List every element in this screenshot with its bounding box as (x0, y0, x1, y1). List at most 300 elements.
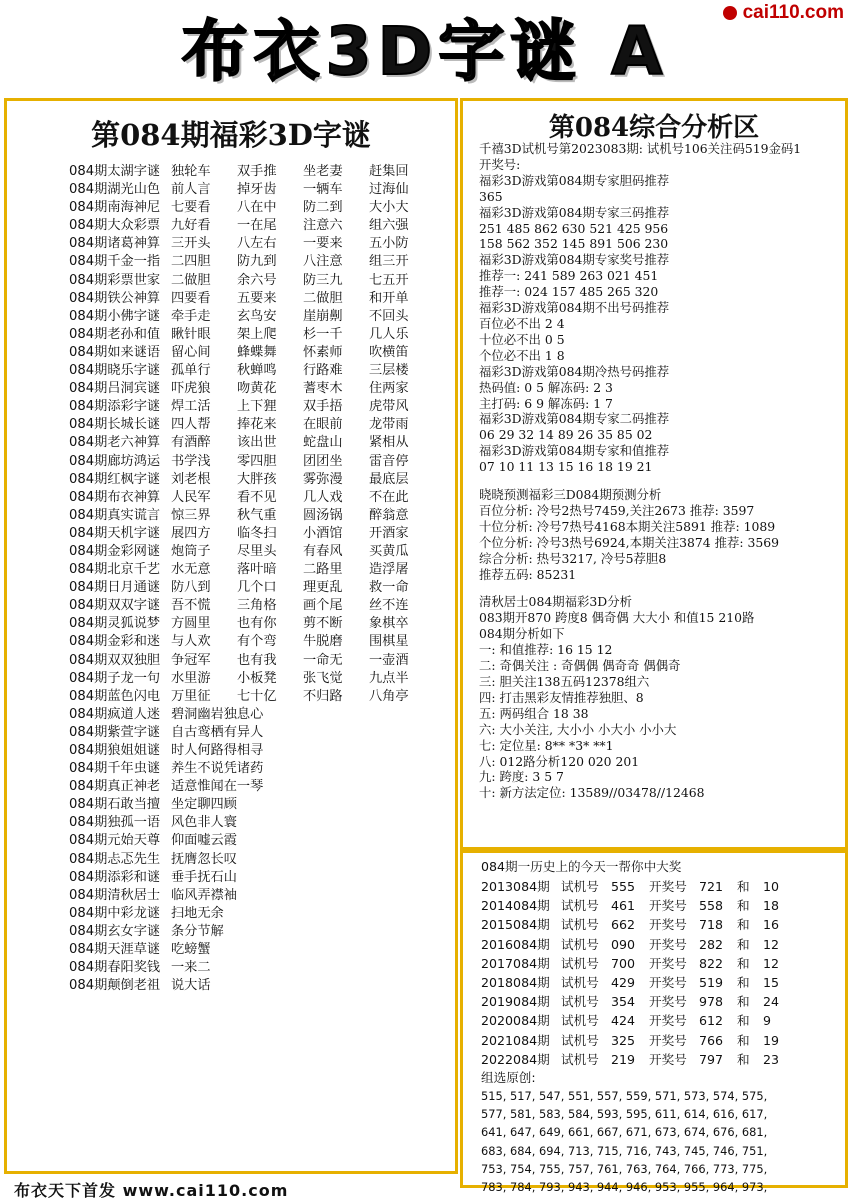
history-issue: 2019084期 (481, 994, 550, 1010)
riddle-source: 084期廊坊鸿运 (69, 453, 161, 469)
riddle-clue: 不在此 (369, 489, 409, 505)
analysis-line: 福彩3D游戏第084期冷热号码推荐 (479, 363, 670, 379)
sum-label: 和 (737, 917, 750, 933)
riddle-clue: 理更乱 (303, 580, 343, 596)
draw-number: 612 (699, 1013, 724, 1029)
riddle-clue: 仰面嘘云霞 (171, 833, 237, 849)
riddle-clue: 丝不连 (369, 598, 409, 614)
riddle-clue: 崖崩劓 (303, 308, 343, 324)
riddle-clue: 风色非人寰 (171, 815, 237, 831)
riddle-row (69, 633, 435, 651)
riddle-source: 084期铁公神算 (69, 290, 161, 306)
group-label: 组选原创: (481, 1069, 536, 1085)
riddle-source: 084期老六神算 (69, 435, 161, 451)
sum-label: 和 (737, 974, 750, 990)
draw-number: 558 (699, 898, 724, 914)
analysis-line: 综合分析: 热号3217, 冷号5荐胆8 (479, 550, 667, 566)
draw-label: 开奖号 (649, 1051, 687, 1067)
spacer (479, 582, 841, 594)
draw-number: 766 (699, 1032, 724, 1048)
history-row (481, 896, 841, 915)
riddle-clue: 二四胆 (171, 254, 211, 270)
riddle-source: 084期大众彩票 (69, 218, 161, 234)
analysis-line: 开奖号: (479, 156, 521, 172)
analysis-line: 福彩3D游戏第084期专家二码推荐 (479, 411, 670, 427)
riddle-source: 084期金彩网谜 (69, 543, 161, 559)
analysis-line: 个位分析: 冷号3热号6924,本期关注3874 推荐: 3569 (479, 534, 780, 550)
riddle-clue: 养生不说凭诸药 (171, 761, 264, 777)
riddle-row (69, 597, 435, 615)
group-line: 753, 754, 755, 757, 761, 763, 764, 766, 773, 775, (481, 1162, 768, 1177)
riddle-source: 084期日月通谜 (69, 580, 161, 596)
riddle-row (69, 742, 435, 760)
riddle-clue: 三开头 (171, 236, 211, 252)
sum-label: 和 (737, 1013, 750, 1029)
riddle-source: 084期北京千艺 (69, 562, 161, 578)
group-line: 577, 581, 583, 584, 593, 595, 611, 614, 616, 617, (481, 1107, 768, 1122)
riddle-source: 084期玄女字谜 (69, 923, 161, 939)
history-title: 084期一历史上的今天一帮你中大奖 (481, 859, 682, 874)
trial-label: 试机号 (561, 898, 599, 914)
riddle-clue: 圆汤锅 (303, 507, 343, 523)
riddle-row (69, 181, 435, 199)
riddle-row (69, 887, 435, 905)
group-line: 783, 784, 793, 943, 944, 946, 953, 955, 964, 973, (481, 1180, 768, 1195)
history-row (481, 877, 841, 896)
riddle-clue: 也有你 (237, 616, 277, 632)
riddle-row (69, 199, 435, 217)
history-panel (460, 850, 848, 1195)
riddle-clue: 防三九 (303, 272, 343, 288)
trial-number: 555 (611, 879, 636, 894)
sum-value: 19 (763, 1032, 780, 1048)
riddle-clue: 八注意 (303, 254, 343, 270)
riddle-clue: 瞅针眼 (171, 326, 211, 342)
riddle-source: 084期紫萱字谜 (69, 724, 161, 740)
riddle-clue: 水里游 (171, 670, 211, 686)
riddle-row (69, 561, 435, 579)
riddle-clue: 一壶酒 (369, 652, 409, 668)
trial-number: 461 (611, 898, 636, 914)
riddle-clue: 不回头 (369, 308, 409, 324)
riddle-clue: 一辆车 (303, 182, 343, 198)
riddle-row (69, 344, 435, 362)
riddle-source: 084期石敢当擅 (69, 797, 161, 813)
riddle-clue: 秋气重 (237, 507, 277, 523)
riddle-source: 084期双双字谜 (69, 598, 161, 614)
riddle-row (69, 525, 435, 543)
draw-label: 开奖号 (649, 955, 687, 971)
riddle-clue: 该出世 (237, 435, 277, 451)
trial-number: 325 (611, 1032, 636, 1048)
riddle-clue: 五要来 (237, 290, 277, 306)
sum-value: 16 (763, 917, 780, 933)
riddle-clue: 虎带风 (369, 399, 409, 415)
riddle-clue: 碧洞幽岩独息心 (171, 706, 264, 722)
trial-number: 700 (611, 955, 636, 971)
riddle-clue: 也有我 (237, 652, 277, 668)
draw-number: 718 (699, 917, 724, 933)
riddle-source: 084期彩票世家 (69, 272, 161, 288)
analysis-line: 七: 定位星: 8** *3* **1 (479, 737, 614, 753)
riddle-row (69, 471, 435, 489)
riddle-clue: 醉翁意 (369, 507, 409, 523)
sum-value: 10 (763, 879, 780, 894)
analysis-line: 个位必不出 1 8 (479, 347, 565, 363)
riddle-panel-title: 第084期福彩3D字谜 (91, 118, 371, 152)
riddle-row (69, 253, 435, 271)
draw-label: 开奖号 (649, 974, 687, 990)
riddle-source: 084期忐忑先生 (69, 851, 161, 867)
analysis-line: 推荐一: 241 589 263 021 451 (479, 268, 659, 284)
group-line: 641, 647, 649, 661, 667, 671, 673, 674, 676, 681, (481, 1125, 768, 1140)
riddle-clue: 吾不慌 (171, 598, 211, 614)
analysis-line: 福彩3D游戏第084期专家胆码推荐 (479, 172, 670, 188)
riddle-clue: 组三开 (369, 254, 409, 270)
riddle-clue: 前人言 (171, 182, 211, 198)
riddle-clue: 五小防 (369, 236, 409, 252)
riddle-clue: 尽里头 (237, 543, 277, 559)
analysis-line: 清秋居士084期福彩3D分析 (479, 594, 632, 610)
riddle-clue: 张飞觉 (303, 670, 343, 686)
riddle-clue: 一在尾 (237, 218, 277, 234)
riddle-clue: 注意六 (303, 218, 343, 234)
riddle-clue: 一命无 (303, 652, 343, 668)
riddle-clue: 适意惟闻在一琴 (171, 779, 264, 795)
riddle-row (69, 851, 435, 869)
riddle-row (69, 416, 435, 434)
draw-number: 797 (699, 1051, 724, 1067)
sum-value: 18 (763, 898, 780, 914)
riddle-clue: 刘老根 (171, 471, 211, 487)
riddle-clue: 有春风 (303, 543, 343, 559)
riddle-row (69, 326, 435, 344)
riddle-clue: 赶集回 (369, 164, 409, 179)
riddle-clue: 雾弥漫 (303, 471, 343, 487)
riddle-clue: 防二到 (303, 200, 343, 216)
analysis-line: 千禧3D试机号第2023083期: 试机号106关注码519金码1 (479, 141, 802, 156)
riddle-clue: 临风弄襟袖 (171, 887, 237, 903)
riddle-clue: 焊工活 (171, 399, 211, 415)
sum-value: 23 (763, 1051, 780, 1067)
riddle-clue: 雷音停 (369, 453, 409, 469)
riddle-clue: 几人乐 (369, 326, 409, 342)
spacer (479, 475, 841, 487)
riddle-clue: 临冬扫 (237, 525, 277, 541)
riddle-row (69, 235, 435, 253)
riddle-clue: 防九到 (237, 254, 277, 270)
sum-label: 和 (737, 955, 750, 971)
analysis-text (479, 141, 841, 801)
riddle-source: 084期千金一指 (69, 254, 161, 270)
riddle-clue: 坐定聊四顾 (171, 797, 237, 813)
riddle-source: 084期真正神老 (69, 779, 161, 795)
riddle-clue: 象棋卒 (369, 616, 409, 632)
riddle-source: 084期布衣神算 (69, 489, 161, 505)
riddle-clue: 抚膺忽长叹 (171, 851, 237, 867)
riddle-clue: 牵手走 (171, 308, 211, 324)
riddle-clue: 一来二 (171, 960, 211, 976)
riddle-clue: 住两家 (369, 381, 409, 397)
riddle-row (69, 308, 435, 326)
riddle-clue: 吻黄花 (237, 381, 277, 397)
riddle-clue: 时人何路得相寻 (171, 743, 264, 758)
riddle-clue: 组六强 (369, 218, 409, 234)
riddle-clue: 二做胆 (171, 272, 211, 288)
riddle-clue: 条分节解 (171, 923, 224, 939)
sum-label: 和 (737, 1032, 750, 1048)
analysis-line: 九: 跨度: 3 5 7 (479, 769, 564, 785)
riddle-row (69, 941, 435, 959)
riddle-source: 084期双双独胆 (69, 652, 161, 668)
riddle-clue: 大胖孩 (237, 471, 277, 487)
riddle-row (69, 217, 435, 235)
analysis-line: 二: 奇偶关注 : 奇偶偶 偶奇奇 偶偶奇 (479, 658, 681, 674)
riddle-source: 084期如来谜语 (69, 344, 161, 360)
history-issue: 2022084期 (481, 1051, 550, 1067)
riddle-row (69, 615, 435, 633)
riddle-row (69, 507, 435, 525)
history-issue: 2014084期 (481, 898, 550, 914)
riddle-clue: 看不见 (237, 489, 277, 505)
trial-number: 662 (611, 917, 636, 933)
riddle-source: 084期小佛字谜 (69, 308, 161, 324)
riddle-row (69, 959, 435, 977)
history-list (481, 857, 841, 1197)
riddle-clue: 坐老妻 (303, 164, 343, 179)
sum-value: 12 (763, 936, 780, 952)
riddle-source: 084期元始天尊 (69, 833, 161, 849)
riddle-clue: 防八到 (171, 580, 211, 596)
riddle-clue: 造浮屠 (369, 562, 409, 578)
riddle-source: 084期老孙和值 (69, 326, 161, 342)
draw-number: 282 (699, 936, 724, 952)
history-row (481, 1050, 841, 1069)
analysis-line: 推荐一: 024 157 485 265 320 (479, 284, 659, 300)
riddle-clue: 小板凳 (237, 670, 277, 686)
riddle-panel (4, 98, 458, 1174)
analysis-line: 主打码: 6 9 解冻码: 1 7 (479, 395, 613, 411)
group-line: 683, 684, 694, 713, 715, 716, 743, 745, 746, 751, (481, 1143, 768, 1158)
riddle-clue: 落叶暗 (237, 562, 277, 578)
draw-label: 开奖号 (649, 917, 687, 933)
history-row (481, 915, 841, 934)
riddle-row (69, 398, 435, 416)
riddle-clue: 有酒醉 (171, 435, 211, 451)
sum-label: 和 (737, 936, 750, 952)
riddle-clue: 孤单行 (171, 363, 211, 379)
sum-value: 24 (763, 994, 780, 1010)
riddle-clue: 蜂蝶舞 (237, 344, 277, 360)
riddle-clue: 玄鸟安 (237, 308, 277, 324)
riddle-clue: 在眼前 (303, 417, 343, 433)
trial-label: 试机号 (561, 974, 599, 990)
riddle-clue: 有个弯 (237, 634, 277, 650)
sum-value: 9 (763, 1013, 772, 1029)
riddle-clue: 说大话 (171, 978, 211, 994)
draw-number: 978 (699, 994, 724, 1010)
analysis-line: 十位必不出 0 5 (479, 331, 565, 347)
trial-number: 429 (611, 974, 636, 990)
trial-label: 试机号 (561, 1032, 599, 1048)
riddle-clue: 独轮车 (171, 164, 211, 179)
analysis-line: 158 562 352 145 891 506 230 (479, 236, 669, 252)
draw-label: 开奖号 (649, 994, 687, 1010)
riddle-clue: 救一命 (369, 580, 409, 596)
riddle-clue: 一要来 (303, 236, 343, 252)
history-issue: 2018084期 (481, 974, 550, 990)
analysis-line: 07 10 11 13 15 16 18 19 21 (479, 459, 653, 475)
riddle-clue: 争冠军 (171, 652, 211, 668)
riddle-source: 084期真实谎言 (69, 507, 161, 523)
draw-label: 开奖号 (649, 1013, 687, 1029)
analysis-line: 251 485 862 630 521 425 956 (479, 220, 669, 236)
history-issue: 2020084期 (481, 1013, 550, 1029)
analysis-line: 五: 两码组合 18 38 (479, 705, 589, 721)
riddle-clue: 吹横笛 (369, 344, 409, 360)
riddle-row (69, 869, 435, 887)
riddle-clue: 掉牙齿 (237, 182, 277, 198)
riddle-row (69, 489, 435, 507)
riddle-clue: 秋蝉鸣 (237, 363, 277, 379)
draw-label: 开奖号 (649, 898, 687, 914)
riddle-clue: 牛脱磨 (303, 634, 343, 650)
riddle-source: 084期灵狐说梦 (69, 616, 161, 632)
riddle-clue: 零四胆 (237, 453, 277, 469)
analysis-panel (460, 98, 848, 850)
sum-value: 12 (763, 955, 780, 971)
riddle-source: 084期独孤一语 (69, 815, 161, 831)
riddle-clue: 双手捂 (303, 399, 343, 415)
riddle-row (69, 796, 435, 814)
riddle-row (69, 814, 435, 832)
riddle-source: 084期天机字谜 (69, 525, 161, 541)
riddle-source: 084期南海神尼 (69, 200, 161, 216)
analysis-line: 百位分析: 冷号2热号7459,关注2673 推荐: 3597 (479, 502, 755, 518)
history-issue: 2021084期 (481, 1032, 550, 1048)
footer: 布衣天下首发 www.cai110.com (14, 1181, 289, 1200)
riddle-clue: 架上爬 (237, 326, 277, 342)
draw-label: 开奖号 (649, 879, 687, 894)
riddle-source: 084期狼姐姐谜 (69, 743, 161, 758)
analysis-line: 一: 和值推荐: 16 15 12 (479, 642, 613, 658)
riddle-clue: 余六号 (237, 272, 277, 288)
riddle-source: 084期添彩和谜 (69, 869, 161, 885)
riddle-clue: 最底层 (369, 471, 409, 487)
riddle-clue: 自古鸾栖有异人 (171, 724, 264, 740)
riddle-clue: 吓虎狼 (171, 381, 211, 397)
history-row (481, 1031, 841, 1050)
riddle-clue: 水无意 (171, 562, 211, 578)
trial-label: 试机号 (561, 1051, 599, 1067)
riddle-row (69, 163, 435, 181)
riddle-row (69, 453, 435, 471)
draw-label: 开奖号 (649, 936, 687, 952)
riddle-row (69, 778, 435, 796)
analysis-line: 百位必不出 2 4 (479, 315, 565, 331)
riddle-clue: 方圆里 (171, 616, 211, 632)
riddle-clue: 三角格 (237, 598, 277, 614)
riddle-clue: 开酒家 (369, 525, 409, 541)
riddle-clue: 九点半 (369, 670, 409, 686)
trial-number: 219 (611, 1051, 636, 1067)
history-row (481, 1011, 841, 1030)
riddle-clue: 八角亭 (369, 688, 409, 704)
analysis-line: 十: 新方法定位: 13589//03478//12468 (479, 785, 705, 801)
riddle-row (69, 688, 435, 706)
riddle-clue: 画个尾 (303, 598, 343, 614)
trial-number: 354 (611, 994, 636, 1010)
trial-label: 试机号 (561, 994, 599, 1010)
riddle-row (69, 905, 435, 923)
sum-label: 和 (737, 898, 750, 914)
analysis-line: 福彩3D游戏第084期专家和值推荐 (479, 443, 670, 459)
history-row (481, 935, 841, 954)
sum-label: 和 (737, 879, 750, 894)
trial-label: 试机号 (561, 955, 599, 971)
analysis-line: 八: 012路分析120 020 201 (479, 753, 640, 769)
riddle-source: 084期天涯草谜 (69, 942, 161, 958)
analysis-line: 福彩3D游戏第084期不出号码推荐 (479, 300, 670, 316)
riddle-clue: 捧花来 (237, 417, 277, 433)
riddle-clue: 人民军 (171, 489, 211, 505)
history-row (481, 954, 841, 973)
riddle-row (69, 272, 435, 290)
riddle-clue: 吃螃蟹 (171, 942, 211, 958)
trial-number: 090 (611, 936, 636, 952)
riddle-clue: 展四方 (171, 525, 211, 541)
trial-label: 试机号 (561, 936, 599, 952)
riddle-source: 084期太湖字谜 (69, 164, 161, 179)
riddle-clue: 九好看 (171, 218, 211, 234)
riddle-clue: 大小大 (369, 200, 409, 216)
history-row (481, 992, 841, 1011)
analysis-line: 四: 打击黑彩友情推荐独胆、8 (479, 689, 644, 705)
riddle-source: 084期诸葛神算 (69, 236, 161, 252)
analysis-line: 六: 大小关注, 大小小 小大小 小小大 (479, 721, 677, 737)
riddle-source: 084期金彩和迷 (69, 634, 161, 650)
riddle-clue: 扫地无余 (171, 905, 224, 921)
sum-label: 和 (737, 1051, 750, 1067)
analysis-line: 084期分析如下 (479, 626, 565, 642)
riddle-clue: 书学浅 (171, 453, 211, 469)
riddle-source: 084期颠倒老祖 (69, 978, 161, 994)
riddle-clue: 垂手抚石山 (171, 869, 237, 885)
riddle-clue: 几人戏 (303, 489, 343, 505)
riddle-list (69, 163, 435, 995)
riddle-source: 084期添彩字谜 (69, 399, 161, 415)
riddle-clue: 不归路 (303, 688, 343, 704)
trial-label: 试机号 (561, 917, 599, 933)
riddle-clue: 炮筒子 (171, 543, 211, 559)
riddle-clue: 和开单 (369, 290, 409, 306)
history-issue: 2016084期 (481, 936, 550, 952)
riddle-clue: 七要看 (171, 200, 211, 216)
riddle-clue: 几个口 (237, 580, 277, 596)
sum-label: 和 (737, 994, 750, 1010)
riddle-source: 084期长城长谜 (69, 417, 161, 433)
analysis-line: 三: 胆关注138五码12378组六 (479, 674, 650, 689)
trial-number: 424 (611, 1013, 636, 1029)
riddle-clue: 留心间 (171, 344, 211, 360)
riddle-source: 084期蓝色闪电 (69, 688, 161, 704)
analysis-line: 083期开870 跨度8 偶奇偶 大大小 和值15 210路 (479, 610, 755, 626)
analysis-line: 十位分析: 冷号7热号4168本期关注5891 推荐: 1089 (479, 518, 776, 534)
banner (0, 0, 850, 90)
draw-number: 822 (699, 955, 724, 971)
riddle-clue: 杉一千 (303, 326, 343, 342)
riddle-source: 084期千年虫谜 (69, 761, 161, 777)
